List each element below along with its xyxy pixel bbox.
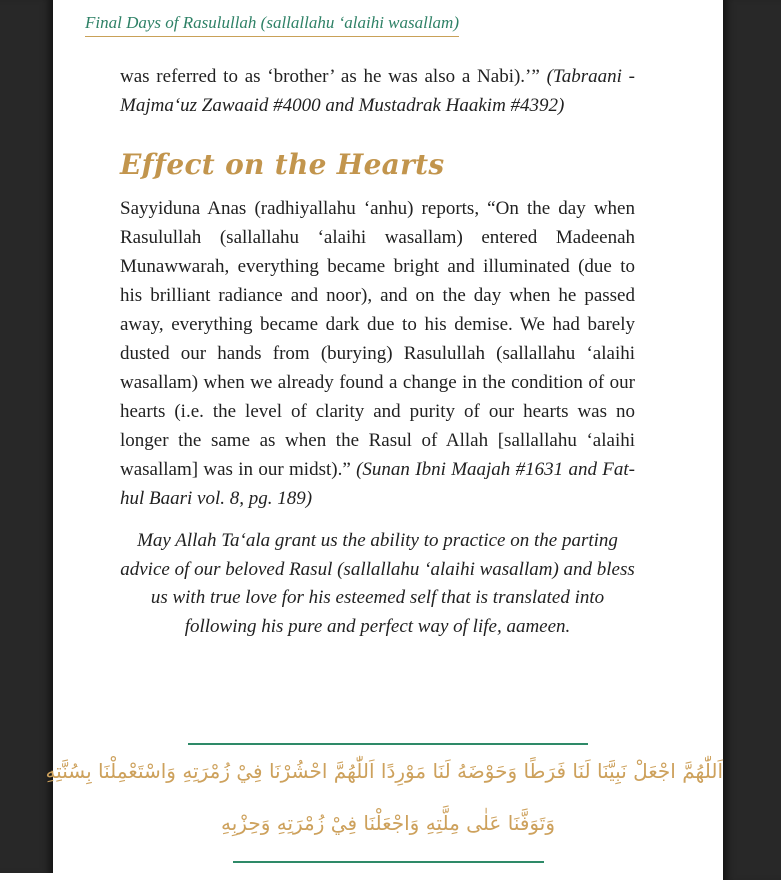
paragraph-opening-text: was referred to as ‘brother’ as he was also a Nabi).’” [120, 66, 547, 87]
arabic-dua-line-1: اَللّٰهُمَّ اجْعَلْ نَبِيَّنَا لَنَا فَرَطًا وَحَوْضَهُ لَنَا مَوْرِدًا اَللّٰهُمَّ احْشُرْنَا فِيْ زُمْرَتِهِ وَاسْتَعْمِلْنَا بِسُنَّتِهِ [45, 759, 723, 783]
paragraph-main-citation: (Sunan Ibni Maajah #1631 and Fat-hul Baari vol. 8, pg. 189) [120, 459, 635, 509]
viewer-left-margin [0, 0, 53, 873]
arabic-dua-line-2: وَتَوَفَّنَا عَلٰى مِلَّتِهِ وَاجْعَلْنَا فِيْ زُمْرَتِهِ وَحِزْبِهِ [221, 811, 555, 835]
paragraph-opening-citation: (Tabraani - Majma‘uz Zawaaid #4000 and Mustadrak Haakim #4392) [120, 66, 635, 116]
viewer-right-margin [723, 0, 781, 880]
arabic-dua-section [45, 743, 723, 863]
paragraph-main [120, 194, 635, 513]
paragraph-opening [120, 62, 635, 120]
running-header: Final Days of Rasulullah (sallallahu ‘alaihi wasallam) [85, 13, 459, 37]
closing-dua-english: May Allah Ta‘ala grant us the ability to practice on the parting advice of our beloved Rasul (sallallahu ‘alaihi wasallam) and bless us with true love for his esteemed self that is translated into following his pure and perfect way of life, aameen. [120, 530, 635, 637]
divider-line-bottom [233, 861, 544, 863]
document-page [45, 0, 723, 880]
page-body [120, 62, 635, 641]
paragraph-main-text: Sayyiduna Anas (radhiyallahu ‘anhu) reports, “On the day when Rasulullah (sallallahu ‘alaihi wasallam) entered Madeenah Munawwarah, everything became bright and illuminated (due to his brilliant radiance and noor), and on the day when he passed away, everything became dark due to his demise. We had barely dusted our hands from (burying) Rasulullah (sallallahu ‘alaihi wasallam) when we already found a change in the condition of our hearts (i.e. the level of clarity and purity of our hearts was no longer the same as when the Rasul of Allah [sallallahu ‘alaihi wasallam] was in our midst).” [120, 198, 635, 480]
section-heading: Effect on the Hearts [120, 148, 445, 181]
